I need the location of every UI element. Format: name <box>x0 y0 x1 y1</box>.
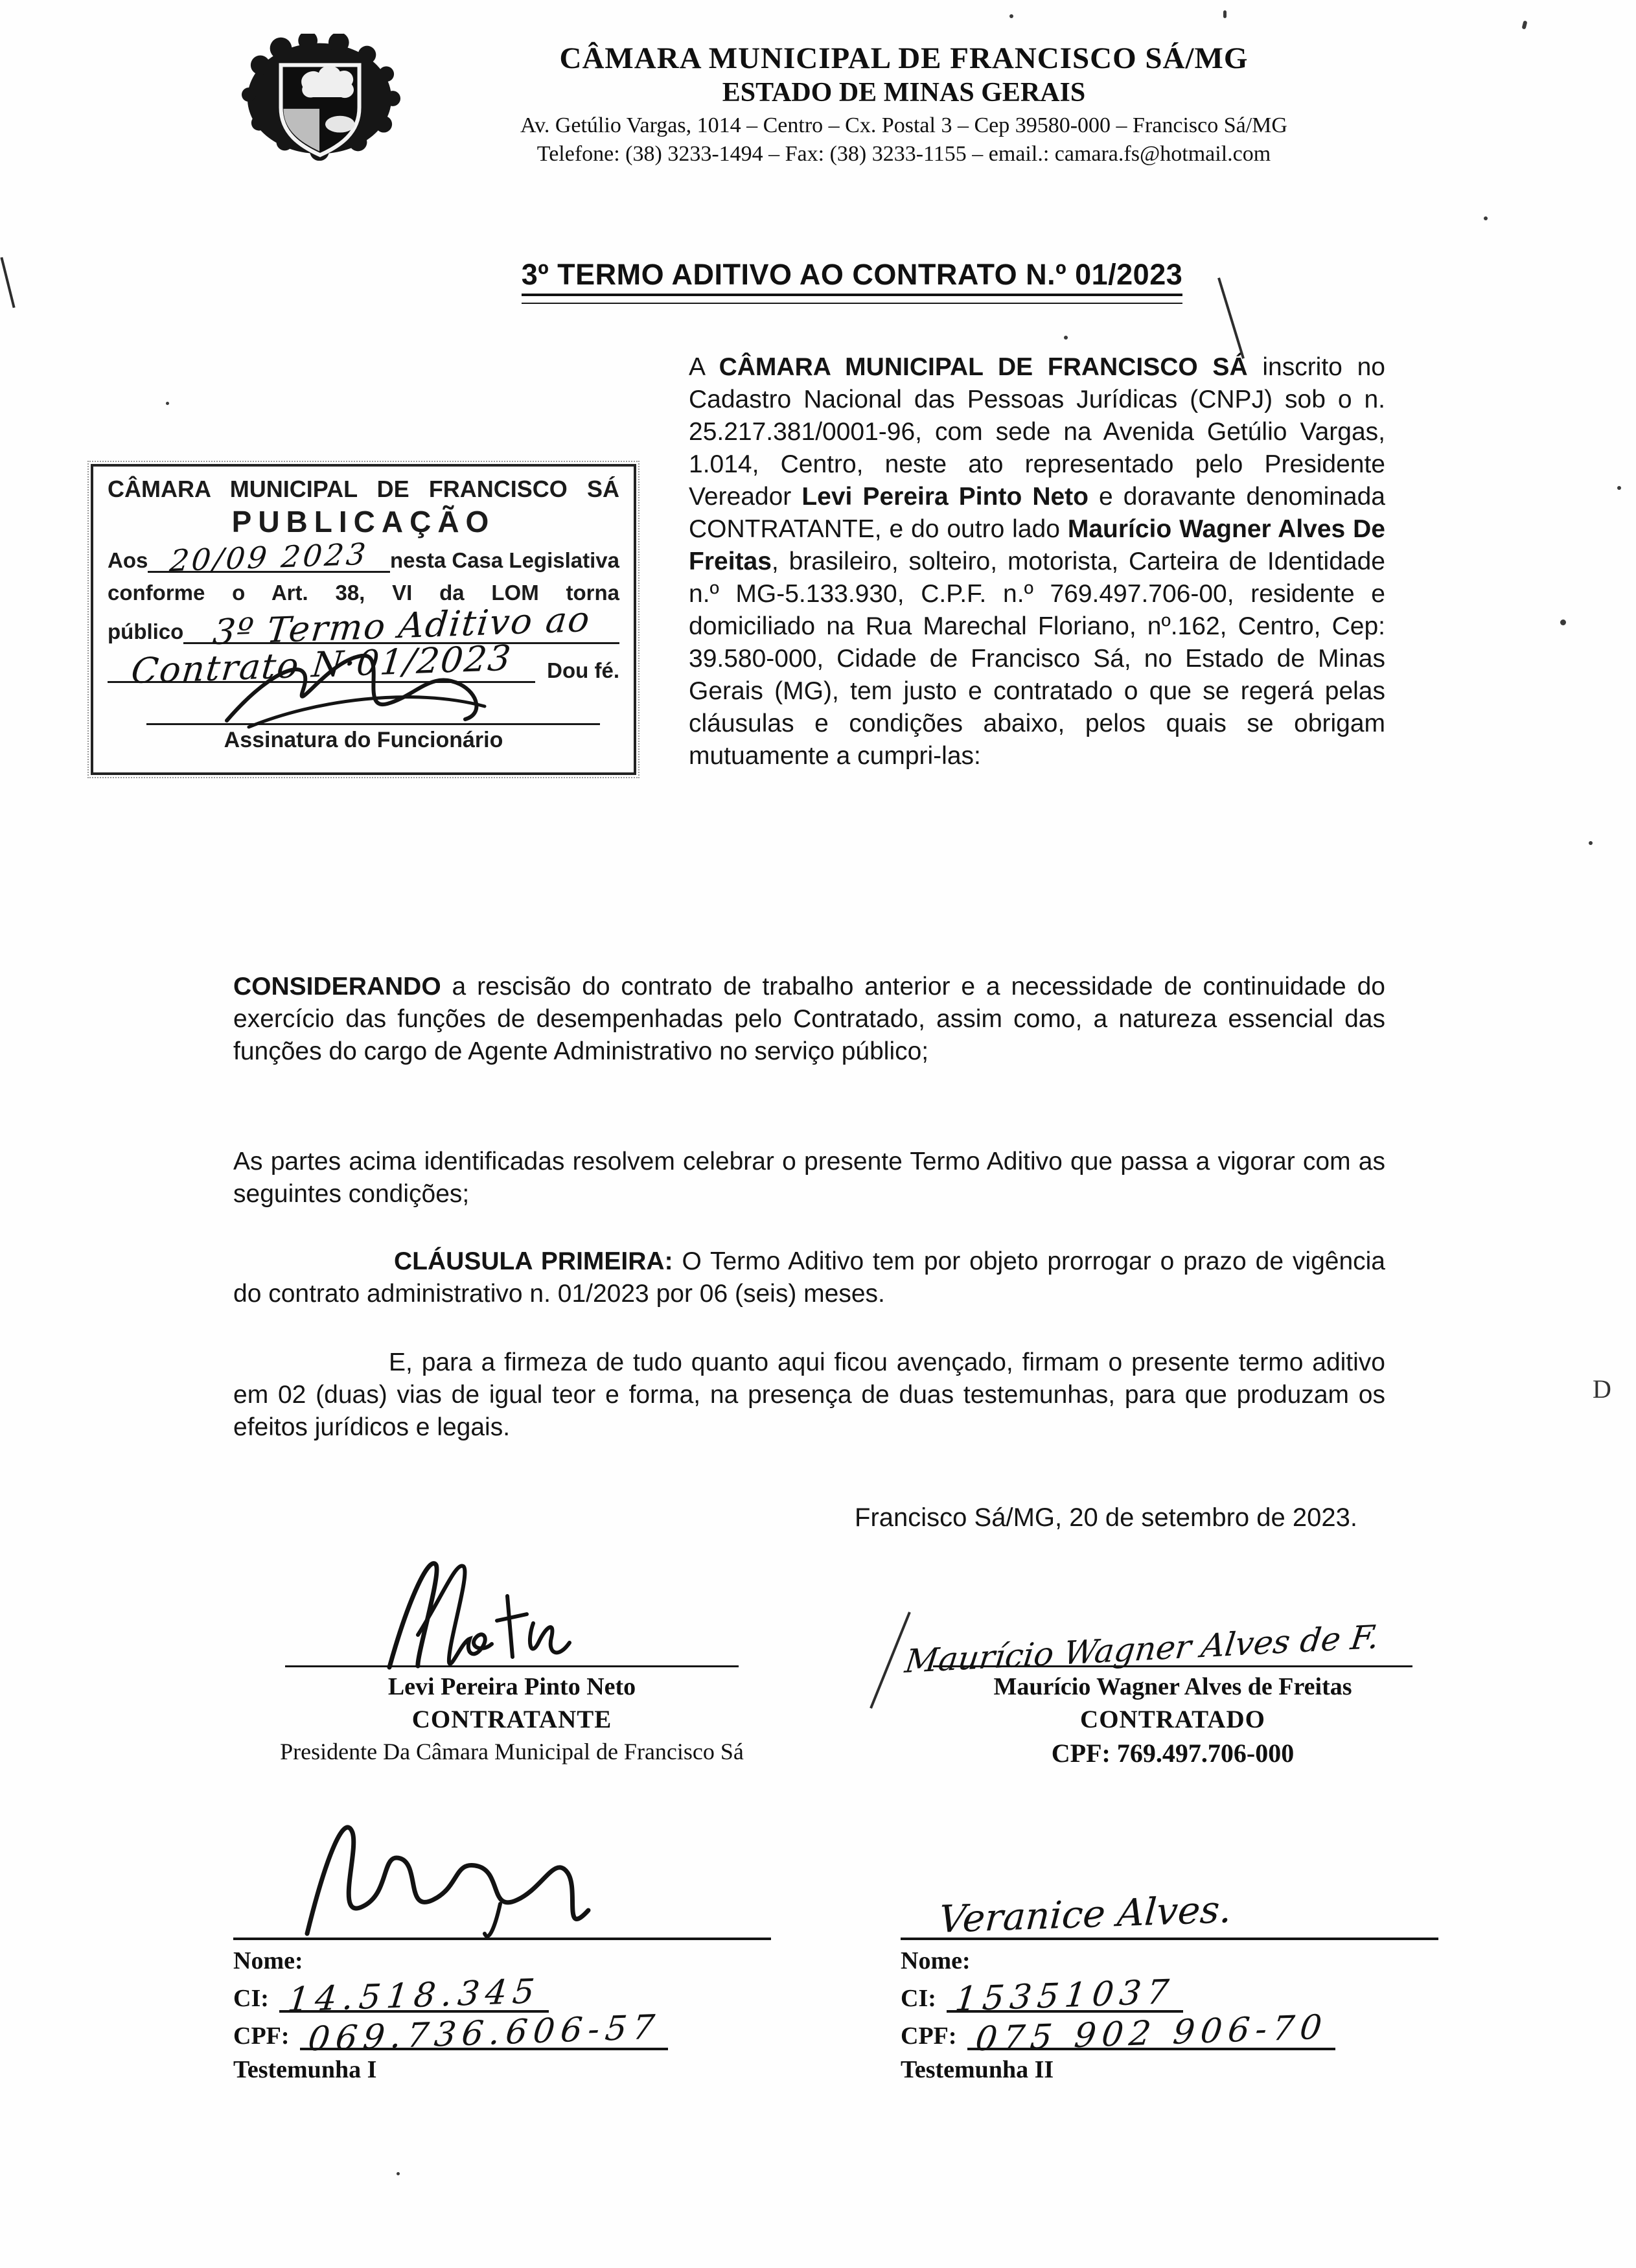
stamp-date-handwriting: 20/09 2023 <box>168 536 370 579</box>
witness-2-ci-handwriting: 15351037 <box>953 1973 1177 2019</box>
scan-speck <box>1589 841 1593 845</box>
scan-speck <box>1617 486 1621 490</box>
stamp-heading: PUBLICAÇÃO <box>231 505 496 538</box>
document-title: 3º TERMO ADITIVO AO CONTRATO N.º 01/2023 <box>415 258 1289 304</box>
contratante-role: CONTRATANTE <box>411 1706 612 1733</box>
contratante-title: Presidente Da Câmara Municipal de Francisco Sá <box>280 1739 744 1765</box>
contratante-name: Levi Pereira Pinto Neto <box>387 1673 636 1700</box>
contratado-role: CONTRATADO <box>1080 1706 1265 1733</box>
witness-2-ci-row: CI: 15351037 <box>901 1982 1438 2013</box>
scan-artifact-letter: D <box>1593 1374 1611 1404</box>
contratante-signature-line <box>285 1571 739 1667</box>
date-line: Francisco Sá/MG, 20 de setembro de 2023. <box>855 1503 1357 1532</box>
stamp-caption: Assinatura do Funcionário <box>224 727 503 752</box>
scan-speck <box>1560 619 1566 625</box>
witness-1-caption: Testemunha I <box>233 2056 377 2084</box>
letterhead-contact: Telefone: (38) 3233-1494 – Fax: (38) 3233-1155 – email.: camara.fs@hotmail.com <box>536 142 1271 166</box>
letterhead-state: ESTADO DE MINAS GERAIS <box>722 78 1086 108</box>
coat-of-arms-logo <box>241 34 402 161</box>
stamp-publico-line: público 3º Termo Aditivo ao <box>108 610 619 644</box>
witness-1-ci-handwriting: 14.518.345 <box>285 1972 542 2020</box>
clausula-primeira-paragraph: CLÁUSULA PRIMEIRA: O Termo Aditivo tem por objeto prorrogar o prazo de vigência do contrato administrativo n. 01/2023 por 06 (seis) meses. <box>233 1247 1385 1308</box>
coat-of-arms-icon <box>241 34 402 161</box>
scan-speck <box>397 2172 400 2175</box>
scan-speck <box>1522 20 1528 29</box>
scan-speck <box>166 402 169 405</box>
stamp-org: CÂMARA MUNICIPAL DE FRANCISCO SÁ <box>108 476 619 502</box>
stamp-handwriting-line1: 3º Termo Aditivo ao <box>211 599 593 653</box>
witness-2-caption: Testemunha II <box>901 2056 1054 2084</box>
witness-1-cpf-row: CPF: 069.736.606-57 <box>233 2019 771 2050</box>
scan-artifact-stroke <box>0 257 15 308</box>
stamp-date-line: Aos 20/09 2023 nesta Casa Legislativa <box>108 536 619 579</box>
contratado-name: Maurício Wagner Alves de Freitas <box>993 1673 1352 1700</box>
considerando-paragraph: CONSIDERANDO a rescisão do contrato de trabalho anterior e a necessidade de continuidade do exercício das funções de desempenhadas pelo Contratado, assim como, a natureza essencial das funções do cargo de Agente Administrativo no serviço público; <box>233 973 1385 1065</box>
witness-1-signature-icon <box>272 1812 635 1948</box>
clerk-signature-icon <box>218 644 496 741</box>
contratado-signature-block <box>894 1571 1451 1768</box>
witness-2-signature-line <box>901 1839 1438 1940</box>
contratado-signature-line <box>903 1571 1412 1680</box>
witness-1-ci-row: CI: 14.518.345 <box>233 1982 771 2013</box>
letterhead <box>428 40 1380 168</box>
witness-2-cpf-row: CPF: 075 902 906-70 <box>901 2019 1438 2050</box>
stamp-law-line: conforme o Art. 38, VI da LOM torna <box>108 581 619 605</box>
witness-2-signature-handwriting: Veranice Alves. <box>937 1887 1234 1941</box>
scan-speck <box>1064 336 1068 340</box>
witness-1-nome-row: Nome: <box>233 1947 303 1974</box>
letterhead-org: CÂMARA MUNICIPAL DE FRANCISCO SÁ/MG <box>559 41 1249 75</box>
contratante-signature-block <box>214 1571 810 1765</box>
scan-speck <box>1484 216 1488 220</box>
witness-2-cpf-handwriting: 075 902 906-70 <box>973 2008 1330 2059</box>
scan-speck <box>1009 14 1013 18</box>
witness-2-block <box>901 1839 1438 2084</box>
witness-1-block <box>233 1839 771 2084</box>
witness-2-nome-row: Nome: <box>901 1947 971 1974</box>
stamp-contract-line: Contrato N·01/2023 Dou fé. <box>108 649 619 683</box>
intro-paragraph: A CÂMARA MUNICIPAL DE FRANCISCO SÁ inscrito no Cadastro Nacional das Pessoas Jurídicas (CNPJ) sob o n. 25.217.381/0001-96, com sede na Avenida Getúlio Vargas, 1.014, Centro, neste ato representado pelo Presidente Vereador Levi Pereira Pinto Neto e doravante denominada CONTRATANTE, e do outro lado Maurício Wagner Alves De Freitas, brasileiro, solteiro, motorista, Carteira de Identidade n.º MG-5.133.930, C.P.F. n.º 769.497.706-00, residente e domiciliado na Rua Marechal Floriano, nº.162, Centro, Cep: 39.580-000, Cidade de Francisco Sá, no Estado de Minas Gerais (MG), tem justo e contratado o que se regerá pelas cláusulas e condições abaixo, pelos quais se obrigam mutuamente a cumpri-las: <box>689 353 1385 770</box>
scan-speck <box>1223 10 1227 18</box>
contratante-signature-icon <box>347 1558 619 1672</box>
witness-1-signature-line <box>233 1839 771 1940</box>
contratado-cpf: CPF: 769.497.706-000 <box>1051 1739 1295 1768</box>
partes-paragraph: As partes acima identificadas resolvem celebrar o presente Termo Aditivo que passa a vigorar com as seguintes condições; <box>233 1148 1385 1208</box>
letterhead-address: Av. Getúlio Vargas, 1014 – Centro – Cx. Postal 3 – Cep 39580-000 – Francisco Sá/MG <box>520 113 1287 137</box>
closing-paragraph: E, para a firmeza de tudo quanto aqui ficou avençado, firmam o presente termo aditivo em 02 (duas) vias de igual teor e forma, na presença de duas testemunhas, para que produzam os efeitos jurídicos e legais. <box>233 1348 1385 1441</box>
contratado-signature-handwriting: Maurício Wagner Alves de F. <box>903 1618 1381 1680</box>
publication-stamp <box>91 464 636 775</box>
stamp-handwriting-line2: Contrato N·01/2023 <box>129 637 514 692</box>
witness-1-cpf-handwriting: 069.736.606-57 <box>306 2008 662 2059</box>
stamp-signature-line <box>146 683 600 725</box>
